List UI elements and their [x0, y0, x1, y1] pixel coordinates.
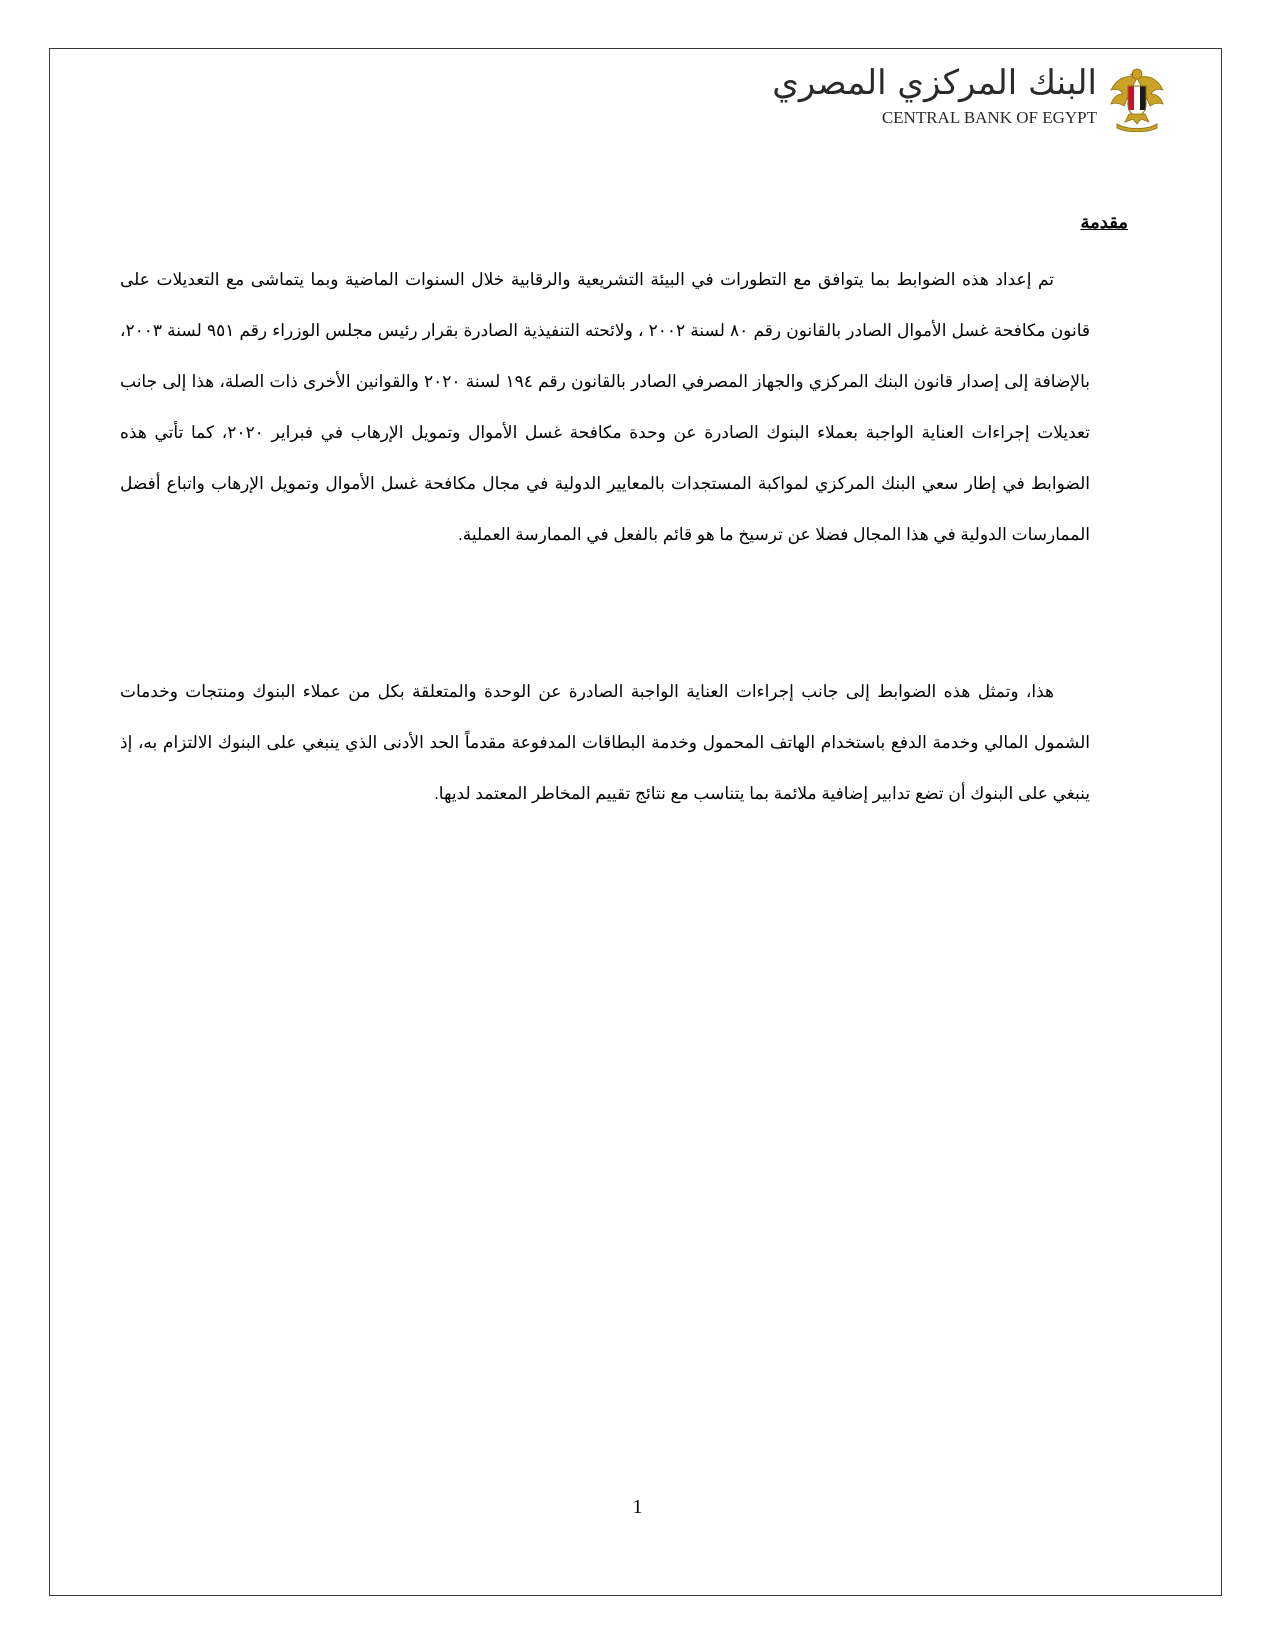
central-bank-logo [772, 58, 1165, 138]
paragraph: تم إعداد هذه الضوابط بما يتوافق مع التطورات في البيئة التشريعية والرقابية خلال السنوات الماضية وبما يتماشى مع التعديلات على قانون مكافحة غسل الأموال الصادر بالقانون رقم ٨٠ لسنة ٢٠٠٢ ، ولائحته التنفيذية الصادرة بقرار رئيس مجلس الوزراء رقم ٩٥١ لسنة ٢٠٠٣، بالإضافة إلى إصدار قانون البنك المركزي والجهاز المصرفي الصادر بالقانون رقم ١٩٤ لسنة ٢٠٢٠ والقوانين الأخرى ذات الصلة، هذا إلى جانب تعديلات إجراءات العناية الواجبة بعملاء البنوك الصادرة عن وحدة مكافحة غسل الأموال وتمويل الإرهاب في فبراير ٢٠٢٠، كما تأتي هذه الضوابط في إطار سعي البنك المركزي لمواكبة المستجدات بالمعايير الدولية في مجال مكافحة غسل الأموال وتمويل الإرهاب واتباع أفضل الممارسات الدولية في هذا المجال فضلا عن ترسيخ ما هو قائم بالفعل في الممارسة العملية. [120, 270, 1090, 544]
paragraph-block-scope [120, 666, 1090, 819]
logo-arabic-name: البنك المركزي المصري [772, 63, 1097, 103]
paragraph-block-intro [120, 254, 1090, 560]
page-number: 1 [632, 1496, 643, 1518]
paragraph: هذا، وتمثل هذه الضوابط إلى جانب إجراءات العناية الواجبة الصادرة عن الوحدة والمتعلقة بكل من عملاء البنوك ومنتجات وخدمات الشمول المالي وخدمة الدفع باستخدام الهاتف المحمول وخدمة البطاقات المدفوعة مقدماً الحد الأدنى الذي ينبغي على البنوك الالتزام به، إذ ينبغي على البنوك أن تضع تدابير إضافية ملائمة بما يتناسب مع نتائج تقييم المخاطر المعتمد لديها. [120, 682, 1090, 803]
egypt-eagle-emblem-icon [1109, 64, 1165, 132]
logo-wordmark [772, 58, 1097, 138]
logo-english-name: CENTRAL BANK OF EGYPT [881, 108, 1097, 127]
section-heading: مقدمة [1080, 212, 1128, 232]
